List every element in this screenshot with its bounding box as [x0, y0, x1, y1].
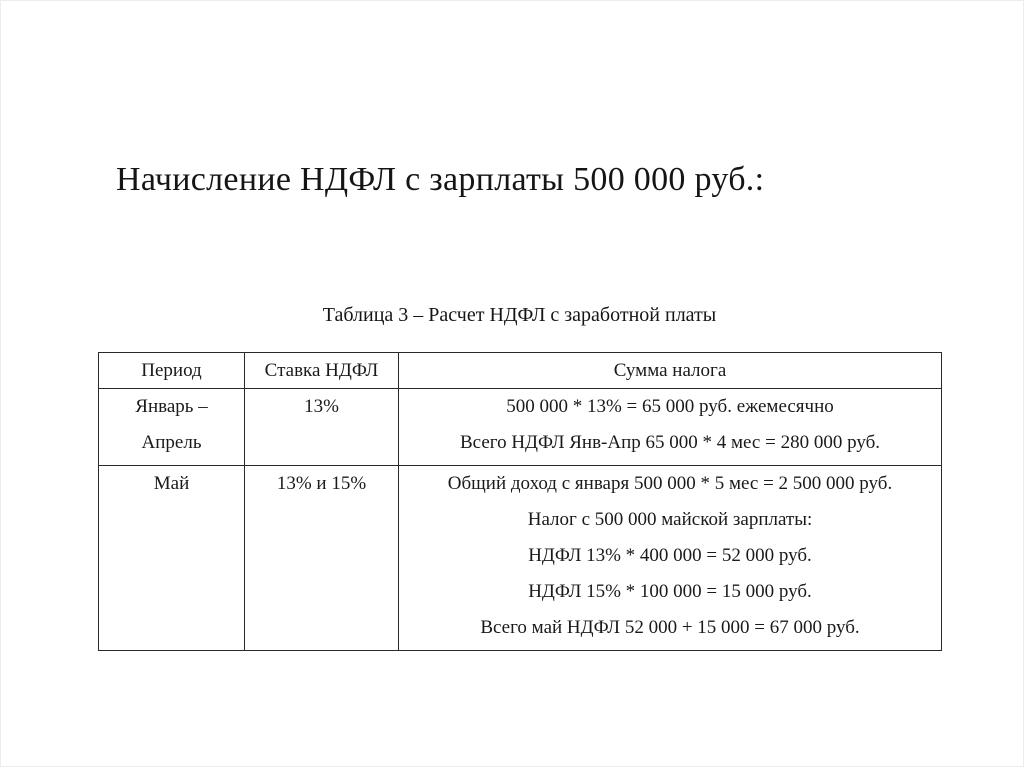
amount-cell [399, 466, 942, 651]
col-header-amount: Сумма налога [399, 353, 942, 389]
tax-table [98, 352, 942, 651]
amount-cell [399, 389, 942, 466]
amount-line: НДФЛ 15% * 100 000 = 15 000 руб. [528, 581, 812, 602]
rate-value: 13% и 15% [276, 473, 367, 494]
period-line: Январь – [135, 396, 208, 417]
amount-line: Всего май НДФЛ 52 000 + 15 000 = 67 000 руб. [480, 617, 860, 638]
page-title: Начисление НДФЛ с зарплаты 500 000 руб.: [116, 161, 765, 198]
amount-line: Налог с 500 000 майской зарплаты: [527, 509, 813, 530]
col-header-rate: Ставка НДФЛ [245, 353, 399, 389]
table-header-row [99, 353, 942, 389]
amount-line: 500 000 * 13% = 65 000 руб. ежемесячно [506, 396, 834, 417]
table-row [99, 389, 942, 466]
amount-line: НДФЛ 13% * 400 000 = 52 000 руб. [528, 545, 812, 566]
period-cell [99, 389, 245, 466]
table-caption: Таблица 3 – Расчет НДФЛ с заработной платы [322, 304, 717, 326]
amount-line: Общий доход с января 500 000 * 5 мес = 2 500 000 руб. [447, 473, 893, 494]
col-header-period: Период [99, 353, 245, 389]
rate-cell [245, 466, 399, 651]
amount-line: Всего НДФЛ Янв-Апр 65 000 * 4 мес = 280 000 руб. [459, 432, 880, 453]
rate-value: 13% [304, 396, 339, 417]
period-cell [99, 466, 245, 651]
period-line: Апрель [141, 432, 202, 453]
table-row [99, 466, 942, 651]
rate-cell [245, 389, 399, 466]
period-line: Май [153, 473, 190, 494]
